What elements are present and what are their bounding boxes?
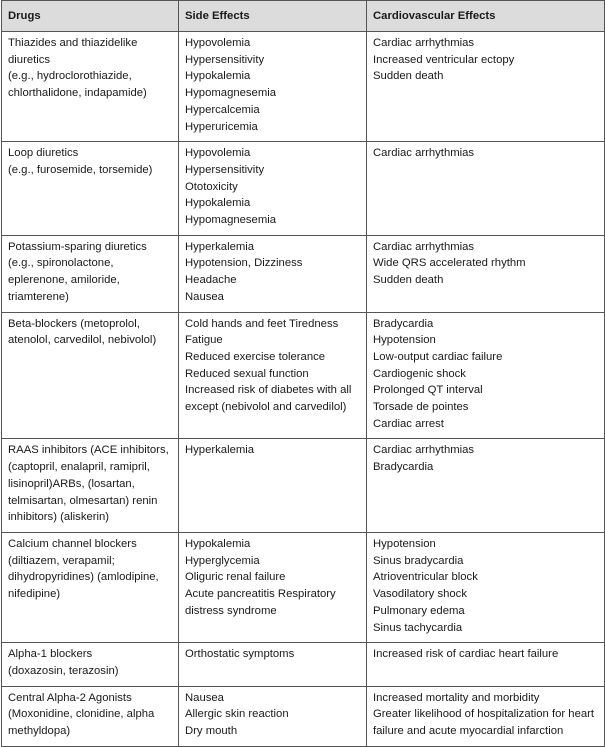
- table-body: [2, 32, 605, 747]
- table-row: [2, 142, 605, 236]
- cardiovascular-effects-cell: [367, 686, 605, 746]
- cell-line: Hypokalemia: [185, 197, 251, 210]
- cell-line: Cardiac arrhythmias: [373, 37, 475, 49]
- cardiovascular-effects-cell: [367, 439, 605, 533]
- cell-line: RAAS inhibitors (ACE inhibitors,: [8, 444, 169, 457]
- side-effects-cell: [179, 235, 367, 312]
- cell-line: Hypotension: [373, 537, 436, 550]
- header-row: [2, 1, 605, 32]
- cell-line: Torsade de pointes: [373, 401, 469, 414]
- cell-line: except (nebivolol and carvedilol): [185, 401, 347, 414]
- drug-cell: [2, 32, 179, 142]
- cell-line: (diltiazem, verapamil;: [8, 554, 115, 567]
- cell-line: Hypomagnesemia: [185, 87, 277, 100]
- cell-line: Prolonged QT interval: [373, 384, 483, 397]
- cell-line: (e.g., furosemide, torsemide): [8, 163, 153, 176]
- cell-line: Sinus bradycardia: [373, 554, 464, 567]
- table-row: [2, 32, 605, 142]
- cell-line: Bradycardia: [373, 317, 434, 330]
- cardiovascular-effects-cell: [367, 142, 605, 236]
- cell-line: dihydropyridines) (amlodipine,: [8, 571, 159, 584]
- cell-line: diuretics: [8, 53, 51, 66]
- cell-line: Low-output cardiac failure: [373, 350, 503, 363]
- drug-cell: [2, 532, 179, 642]
- cell-line: Hypokalemia: [185, 70, 251, 83]
- cell-line: Alpha-1 blockers: [8, 648, 93, 661]
- drug-cell: [2, 142, 179, 236]
- cell-line: Cardiogenic shock: [373, 367, 466, 380]
- cell-line: Sinus tachycardia: [373, 621, 463, 634]
- cell-line: (e.g., spironolactone,: [8, 257, 114, 270]
- cell-line: Cardiac arrhythmias: [373, 147, 475, 160]
- side-effects-cell: [179, 643, 367, 686]
- cell-line: lisinopril)ARBs, (losartan,: [8, 477, 135, 490]
- cell-line: Thiazides and thiazidelike: [8, 37, 138, 49]
- drug-cell: [2, 439, 179, 533]
- cell-line: Sudden death: [373, 274, 444, 287]
- cell-line: Reduced sexual function: [185, 367, 309, 380]
- cell-line: Increased risk of diabetes with all: [185, 384, 352, 397]
- cell-line: Acute pancreatitis Respiratory: [185, 588, 336, 601]
- table-row: [2, 643, 605, 686]
- cell-line: methyldopa): [8, 725, 71, 738]
- cell-line: Vasodilatory shock: [373, 588, 467, 601]
- cell-line: Greater likelihood of hospitalization for heart: [373, 708, 595, 721]
- cell-line: Hypercalcemia: [185, 103, 260, 116]
- cell-line: Increased ventricular ectopy: [373, 53, 515, 66]
- cell-line: Atrioventricular block: [373, 571, 478, 584]
- cell-line: Bradycardia: [373, 461, 434, 474]
- cell-line: distress syndrome: [185, 604, 277, 617]
- cell-line: Headache: [185, 274, 237, 287]
- header-cardiovascular-effects: Cardiovascular Effects: [367, 1, 605, 32]
- header-side-effects: Side Effects: [179, 1, 367, 32]
- cell-line: Hypersensitivity: [185, 53, 265, 66]
- cell-line: Cardiac arrest: [373, 417, 444, 430]
- drug-cell: [2, 312, 179, 439]
- cell-line: chlorthalidone, indapamide): [8, 87, 147, 100]
- cell-line: Nausea: [185, 290, 224, 303]
- cell-line: Wide QRS accelerated rhythm: [373, 257, 526, 270]
- table-row: [2, 532, 605, 642]
- cell-line: Dry mouth: [185, 725, 238, 738]
- header-drugs: Drugs: [2, 1, 179, 32]
- cell-line: Increased risk of cardiac heart failure: [373, 648, 559, 661]
- cell-line: Calcium channel blockers: [8, 537, 137, 550]
- cell-line: Fatigue: [185, 334, 223, 347]
- cell-line: Hyperkalemia: [185, 240, 255, 253]
- cell-line: Hypotension, Dizziness: [185, 257, 303, 270]
- cell-line: Hypomagnesemia: [185, 214, 277, 227]
- drug-cell: [2, 686, 179, 746]
- cell-line: Hypersensitivity: [185, 163, 265, 176]
- drug-cell: [2, 643, 179, 686]
- side-effects-cell: [179, 532, 367, 642]
- cell-line: atenolol, carvedilol, nebivolol): [8, 334, 157, 347]
- cell-line: Loop diuretics: [8, 147, 79, 160]
- cell-line: Hyperglycemia: [185, 554, 260, 567]
- cell-line: Cardiac arrhythmias: [373, 240, 475, 253]
- cell-line: failure and acute myocardial infarction: [373, 725, 564, 738]
- side-effects-cell: [179, 312, 367, 439]
- cell-line: triamterene): [8, 290, 69, 303]
- cell-line: Orthostatic symptoms: [185, 648, 295, 661]
- cell-line: Hypokalemia: [185, 537, 251, 550]
- cell-line: (captopril, enalapril, ramipril,: [8, 461, 150, 474]
- cell-line: eplerenone, amiloride,: [8, 274, 120, 287]
- cell-line: Sudden death: [373, 70, 444, 83]
- drug-effects-table: [1, 0, 605, 747]
- table-row: [2, 439, 605, 533]
- cardiovascular-effects-cell: [367, 235, 605, 312]
- cell-line: Hypovolemia: [185, 147, 251, 160]
- cell-line: Oliguric renal failure: [185, 571, 286, 584]
- cell-line: Hyperkalemia: [185, 444, 255, 457]
- cardiovascular-effects-cell: [367, 532, 605, 642]
- cardiovascular-effects-cell: [367, 32, 605, 142]
- cell-line: (e.g., hydroclorothiazide,: [8, 70, 132, 83]
- cell-line: inhibitors) (aliskerin): [8, 511, 110, 524]
- table-row: [2, 235, 605, 312]
- table-row: [2, 686, 605, 746]
- cell-line: Hyperuricemia: [185, 120, 258, 133]
- cell-line: nifedipine): [8, 588, 61, 601]
- cardiovascular-effects-cell: [367, 643, 605, 686]
- cell-line: Cardiac arrhythmias: [373, 444, 475, 457]
- side-effects-cell: [179, 439, 367, 533]
- side-effects-cell: [179, 142, 367, 236]
- cell-line: Allergic skin reaction: [185, 708, 289, 721]
- table-row: [2, 312, 605, 439]
- cell-line: (Moxonidine, clonidine, alpha: [8, 708, 155, 721]
- cell-line: Hypovolemia: [185, 37, 251, 49]
- cell-line: Nausea: [185, 691, 224, 704]
- cell-line: (doxazosin, terazosin): [8, 664, 119, 677]
- cell-line: Ototoxicity: [185, 180, 238, 193]
- side-effects-cell: [179, 32, 367, 142]
- cell-line: Cold hands and feet Tiredness: [185, 317, 339, 330]
- cell-line: Central Alpha-2 Agonists: [8, 691, 132, 704]
- cell-line: Reduced exercise tolerance: [185, 350, 326, 363]
- drug-cell: [2, 235, 179, 312]
- cell-line: telmisartan, olmesartan) renin: [8, 494, 158, 507]
- cell-line: Potassium-sparing diuretics: [8, 240, 147, 253]
- cell-line: Beta-blockers (metoprolol,: [8, 317, 140, 330]
- cell-line: Hypotension: [373, 334, 436, 347]
- cell-line: Increased mortality and morbidity: [373, 691, 540, 704]
- side-effects-cell: [179, 686, 367, 746]
- cardiovascular-effects-cell: [367, 312, 605, 439]
- cell-line: Pulmonary edema: [373, 604, 465, 617]
